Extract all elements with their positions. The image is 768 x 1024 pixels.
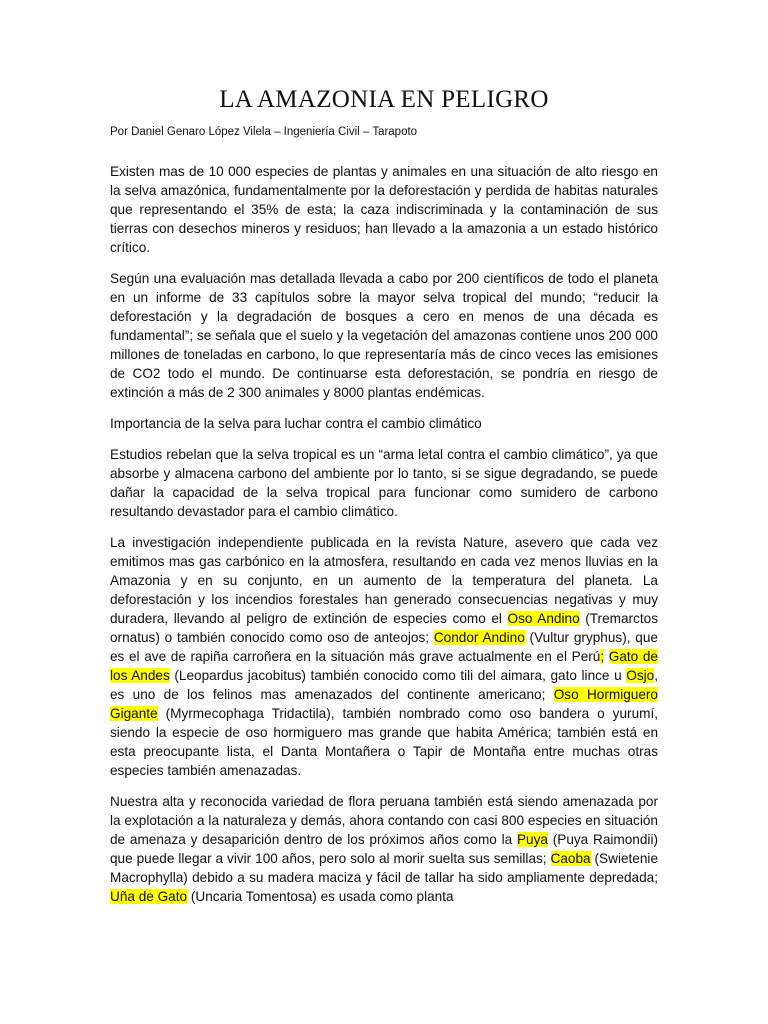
highlight-oso-hormiguero: Oso Hormiguero Gigante [110, 687, 658, 721]
highlight-oso-andino: Oso Andino [507, 611, 580, 626]
text-span: La investigación independiente publicada en la revista Nature, asevero que cada vez emitimos mas gas carbónico en la atmosfera, resultando en cada vez menos lluvias en la Amazonia y en su conjunto, en un aumento de la temperatura del planeta. La deforestación y los incendios forestales han generado consecuencias negativas y muy duradera, llevando al peligro de extinción de especies como el [110, 535, 658, 626]
paragraph-2: Según una evaluación mas detallada llevada a cabo por 200 científicos de todo el planeta en un informe de 33 capítulos sobre la mayor selva tropical del mundo; “reducir la deforestación y la degradación de bosques a cero en menos de una década es fundamental”; se señala que el suelo y la vegetación del amazonas contiene unos 200 000 millones de toneladas en carbono, lo que representaría más de cinco veces las emisiones de CO2 todo el mundo. De continuarse esta deforestación, se pondría en riesgo de extinción a más de 2 300 animales y 8000 plantas endémicas. [110, 271, 658, 400]
text-span: (Puya Raimondii) que puede llegar a vivir 100 años, pero solo al morir suelta sus semillas; [110, 832, 658, 866]
highlight-caoba: Caoba [550, 851, 591, 866]
text-span: (Leopardus jacobitus) también conocido como tili del aimara, gato lince u [169, 668, 627, 683]
paragraph-1: Existen mas de 10 000 especies de plantas y animales en una situación de alto riesgo en la selva amazónica, fundamentalmente por la deforestación y perdida de habitas naturales que representando el 35% de esta; la caza indiscriminada y la contaminación de sus tierras con desechos mineros y residuos; han llevado a la amazonia a un estado histórico crítico. [110, 164, 658, 255]
author-byline: Por Daniel Genaro López Vilela – Ingeniería Civil – Tarapoto [110, 126, 418, 138]
highlight-puya: Puya [516, 832, 548, 847]
text-span: , es uno de los felinos mas amenazados del continente americano; [110, 668, 658, 702]
highlight-condor-andino: Condor Andino [433, 630, 525, 645]
paragraph-4 [110, 533, 658, 780]
paragraph-5 [110, 792, 658, 906]
highlight-una-de-gato: Uña de Gato [110, 889, 188, 904]
text-span: (Vultur gryphus), que es el ave de rapiña carroñera en la situación más grave actualmente en el Perú [110, 630, 658, 664]
text-span: (Myrmecophaga Tridactila), también nombrado como oso bandera o yurumí, siendo la especie de oso hormiguero mas grande que habita América; también está en esta preocupante lista, el Danta Montañera o Tapir de Montaña entre muchas otras especies también amenazadas. [110, 706, 658, 778]
highlight-semicolon: ; [600, 649, 605, 664]
highlight-osjo: Osjo [626, 668, 655, 683]
highlight-gato-de-los-andes: Gato de los Andes [110, 649, 658, 683]
paragraph-3: Estudios rebelan que la selva tropical es un “arma letal contra el cambio climático”, ya que absorbe y almacena carbono del ambiente por lo tanto, si se sigue degradando, se puede dañar la capacidad de la selva tropical para funcionar como sumidero de carbono resultando devastador para el cambio climático. [110, 447, 658, 519]
subheading: Importancia de la selva para luchar contra el cambio climático [110, 416, 482, 431]
text-span: (Swietenie Macrophylla) debido a su madera maciza y fácil de tallar ha sido ampliamente depredada; [110, 851, 659, 885]
text-span: (Uncaria Tomentosa) es usada como planta [187, 889, 454, 904]
document-body [110, 162, 658, 918]
text-span: Nuestra alta y reconocida variedad de flora peruana también está siendo amenazada por la explotación a la naturaleza y demás, ahora contando con casi 800 especies en situación de amenaza y desaparición dentro de los próximos años como la [110, 794, 658, 847]
document-title: LA AMAZONIA EN PELIGRO [219, 86, 549, 113]
text-span: (Tremarctos ornatus) o también conocido como oso de anteojos; [110, 611, 658, 645]
